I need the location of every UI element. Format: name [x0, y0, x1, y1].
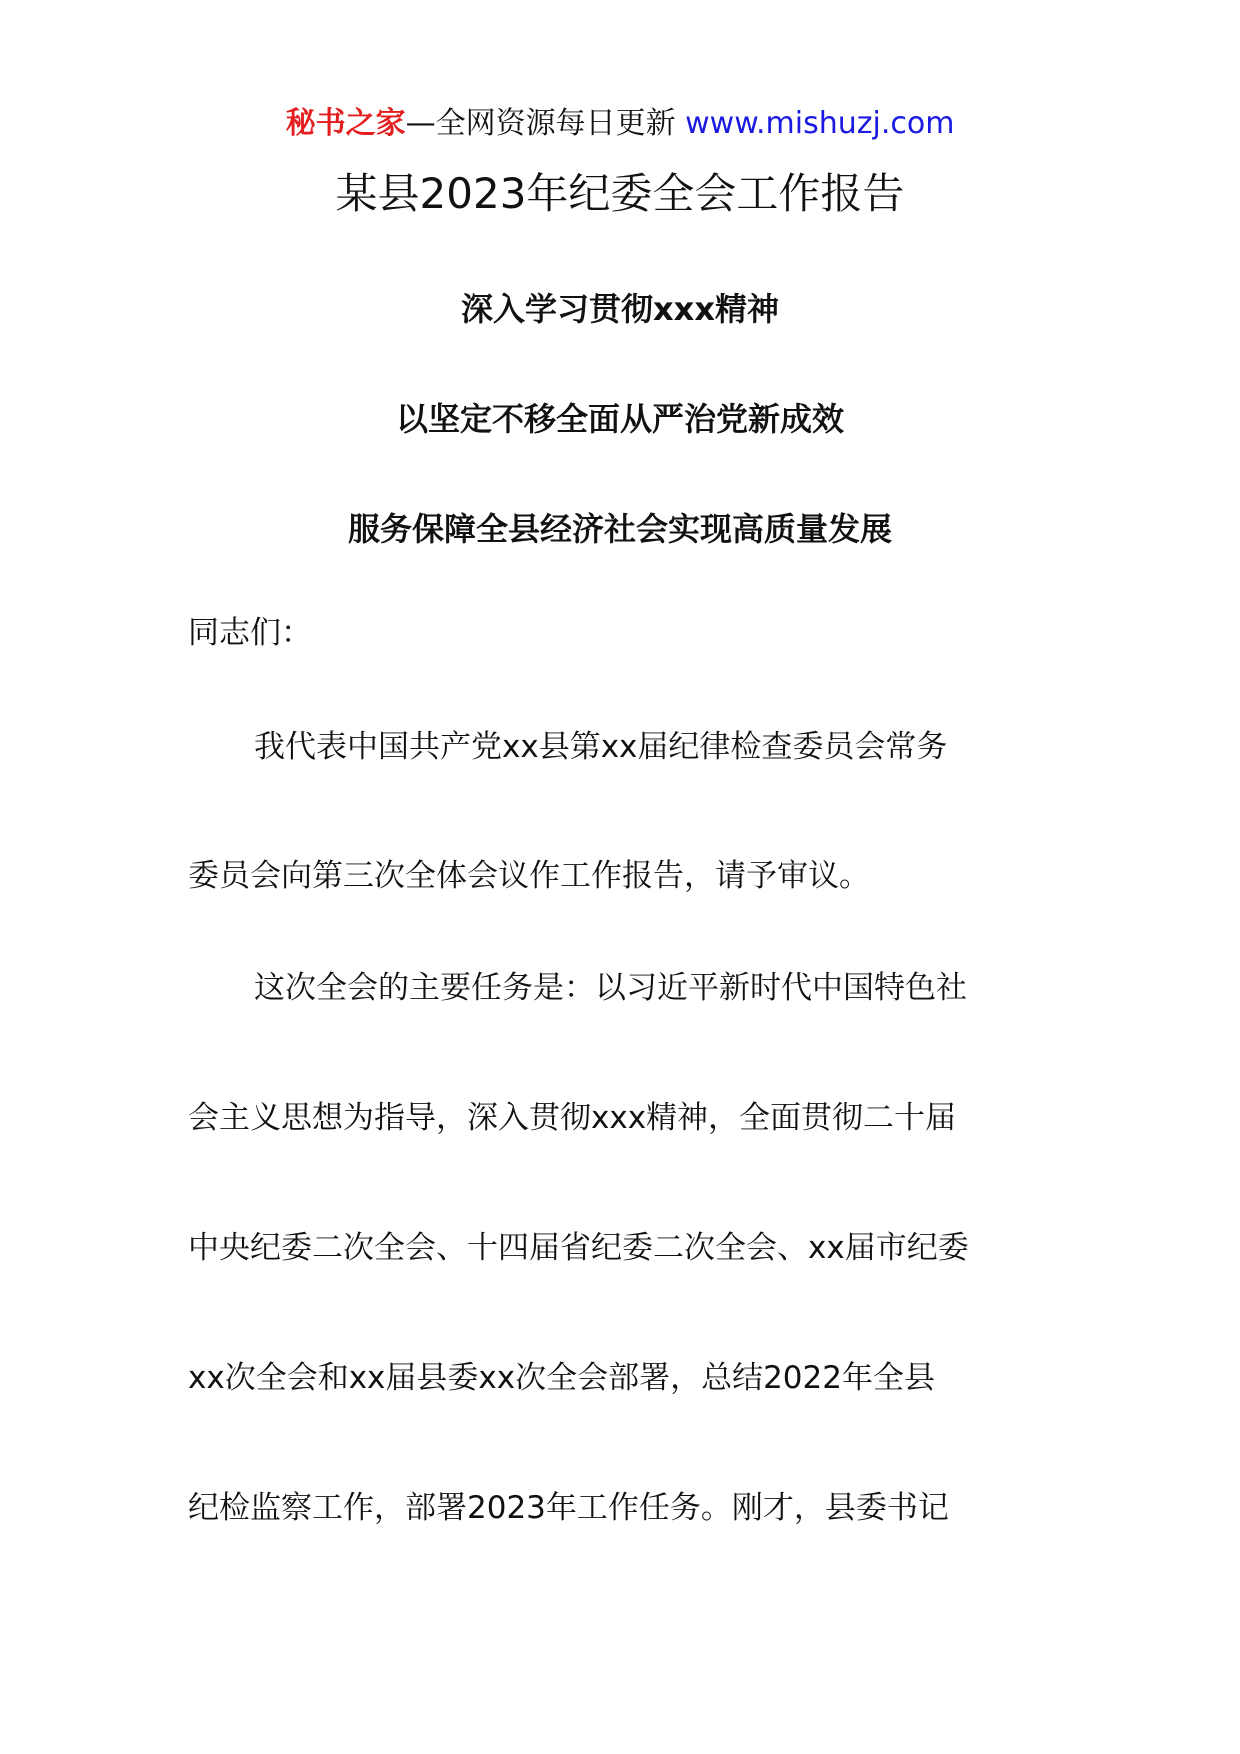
body-line: 中央纪委二次全会、十四届省纪委二次全会、xx届市纪委 [188, 1230, 969, 1266]
document-title: 某县2023年纪委全会工作报告 [335, 169, 905, 218]
body-line: xx次全会和xx届县委xx次全会部署，总结2022年全县 [188, 1360, 935, 1396]
subtitle-line-3: 服务保障全县经济社会实现高质量发展 [347, 510, 892, 548]
body-line: 我代表中国共产党xx县第xx届纪律检查委员会常务 [254, 729, 948, 765]
body-line: 会主义思想为指导，深入贯彻xxx精神，全面贯彻二十届 [188, 1100, 957, 1136]
body-line: 这次全会的主要任务是：以习近平新时代中国特色社 [254, 970, 967, 1006]
body-line: 委员会向第三次全体会议作工作报告，请予审议。 [188, 858, 870, 894]
body-line: 纪检监察工作，部署2023年工作任务。刚才，县委书记 [188, 1490, 949, 1526]
salutation: 同志们： [188, 615, 312, 651]
brand-name: 秘书之家 [285, 106, 406, 141]
subtitle-line-1: 深入学习贯彻xxx精神 [461, 290, 779, 328]
header-banner [0, 104, 1240, 144]
website-link[interactable]: www.mishuzj.com [685, 106, 955, 141]
banner-slogan: —全网资源每日更新 [405, 106, 686, 141]
subtitle-line-2: 以坚定不移全面从严治党新成效 [395, 400, 844, 438]
